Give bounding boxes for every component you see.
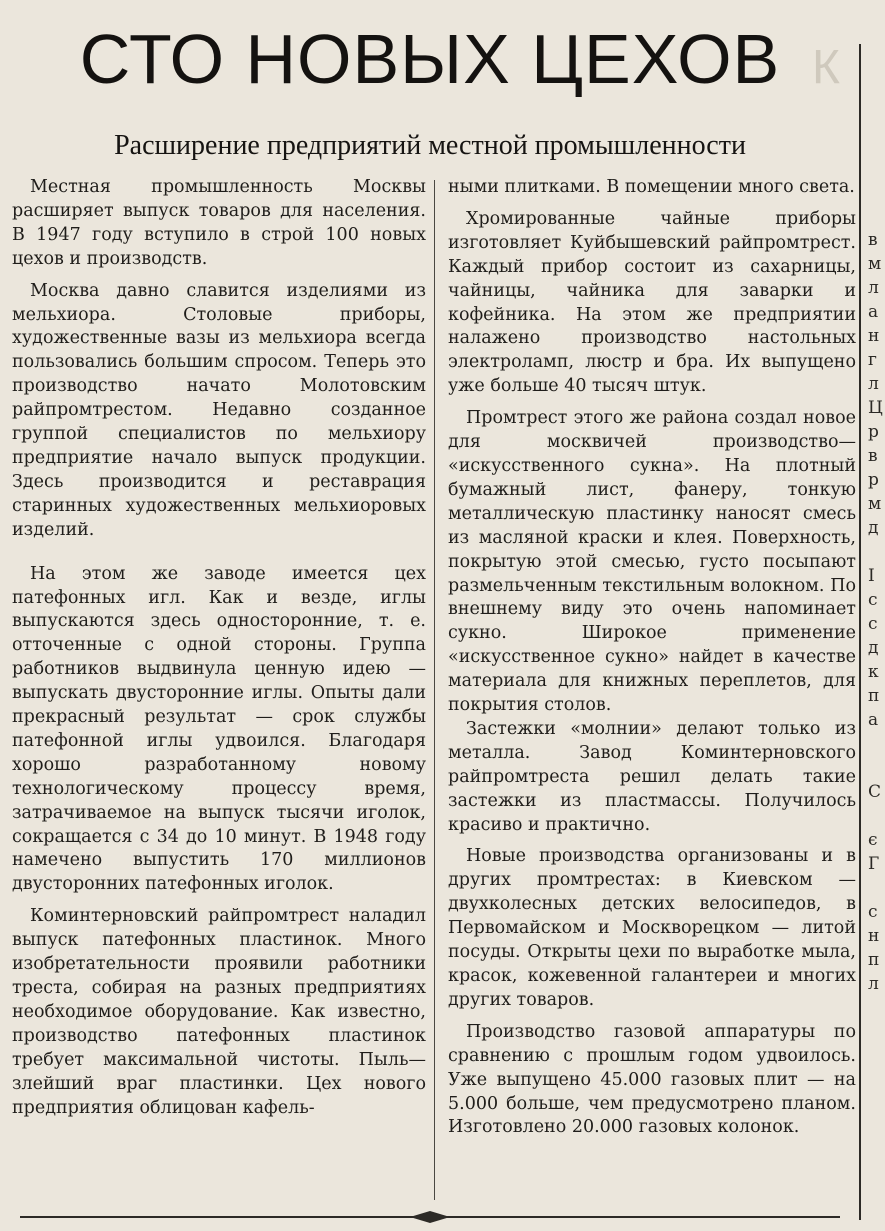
- edge-fragment: н: [868, 926, 880, 946]
- edge-fragment: д: [868, 518, 879, 538]
- edge-fragment: с: [868, 590, 878, 610]
- bottom-ornament-rule: [0, 1210, 860, 1224]
- edge-fragment: [868, 804, 885, 828]
- paragraph-continued: ными плитками. В помещении много света.: [448, 177, 855, 197]
- article-column-left: [12, 176, 426, 1120]
- paragraph: Промтрест этого же района создал новое для москвичей производство— «искусственного сукна». На плотный бумажный лист, фанеру, тонкую металлическую пластинку наносят смесь из масляной краски и клея. Поверхность, покрытую этой смесью, густо посыпают размельченным текстильным волокном. По внешнему виду это очень напоминает сукно. Широкое применение «искусственное сукно» найдет в качестве материала для книжных переплетов, для покрытия столов.: [448, 408, 856, 716]
- edge-fragment: [868, 732, 885, 756]
- paragraph: Москва давно славится изделиями из мельхиора. Столовые приборы, художественные вазы из мельхиора всегда пользовались большим спросом. Теперь это производство начато Молотовским райпромтрестом. Недавно созданное группой специалистов по мельхиору предприятие начало выпуск продукции. Здесь производится и реставрация старинных художественных мельхиоровых изделий.: [12, 280, 426, 540]
- edge-fragment: с: [868, 614, 878, 634]
- edge-fragment: Г: [868, 854, 880, 874]
- faded-masthead-fragment: К: [812, 41, 840, 94]
- edge-fragment: с: [868, 902, 878, 922]
- edge-fragment: р: [868, 470, 879, 490]
- edge-fragment: д: [868, 638, 879, 658]
- edge-fragment: [868, 876, 885, 900]
- edge-fragment: г: [868, 350, 877, 370]
- paragraph: Застежки «молнии» делают только из металла. Завод Коминтерновского райпромтреста решил делать такие застежки из пластмассы. Получилось красиво и практично.: [448, 718, 856, 835]
- column-divider: [434, 180, 435, 1200]
- edge-fragment: в: [868, 230, 878, 250]
- edge-fragment: в: [868, 446, 878, 466]
- subheadline: Расширение предприятий местной промышленности: [114, 130, 746, 161]
- edge-fragment: л: [868, 278, 879, 298]
- edge-fragment: [868, 540, 885, 564]
- paragraph: Новые производства организованы и в других промтрестах: в Киевском — двухколесных детских велосипедов, в Первомайском и Москворецком — литой посуды. Открыты цехи по выработке мыла, красок, кожевенной галантереи и многих других товаров.: [448, 846, 856, 1010]
- edge-fragment: л: [868, 974, 879, 994]
- edge-fragment: н: [868, 326, 880, 346]
- edge-fragment: С: [868, 782, 882, 802]
- edge-fragment: Ц: [868, 398, 883, 418]
- paragraph: Коминтерновский райпромтрест наладил выпуск патефонных пластинок. Много изобретательности проявили работники треста, собирая на разных предприятиях необходимое оборудование. Как известно, производство патефонных пластинок требует максимальной чистоты. Пыль— злейший враг пластинки. Цех нового предприятия облицован кафель-: [12, 906, 426, 1118]
- edge-fragment: п: [868, 686, 880, 706]
- edge-fragment: [868, 756, 885, 780]
- paragraph: Хромированные чайные приборы изготовляет Куйбышевский райпромтрест. Каждый прибор состоит из сахарницы, чайницы, чайника для заварки и кофейника. На этом же предприятии налажено производство настольных электроламп, люстр и бра. Их выпущено уже больше 40 тысяч штук.: [448, 208, 856, 397]
- ornament-diamond: [410, 1211, 450, 1223]
- paragraph: Местная промышленность Москвы расширяет выпуск товаров для населения. В 1947 году вступило в строй 100 новых цехов и производств.: [12, 177, 426, 269]
- paragraph: На этом же заводе имеется цех патефонных игл. Как и везде, иглы выпускаются здесь односторонние, т. е. отточенные с одной стороны. Группа работников выдвинула ценную идею — выпускать двусторонние иглы. Опыты дали прекрасный результат — срок службы патефонной иглы удвоился. Благодаря хорошо разработанному новому технологическому процессу время, затрачиваемое на выпуск тысячи иголок, сокращается с 34 до 10 минут. В 1948 году намечено выпустить 170 миллионов двусторонних патефонных иголок.: [12, 563, 426, 895]
- edge-fragment: р: [868, 422, 879, 442]
- edge-fragment: к: [868, 662, 879, 682]
- edge-fragment: є: [868, 830, 878, 850]
- cropped-adjacent-column: [868, 228, 885, 996]
- edge-fragment: м: [868, 494, 882, 514]
- column-divider-right: [859, 44, 861, 1220]
- article-column-middle: [448, 176, 856, 1140]
- edge-fragment: л: [868, 374, 879, 394]
- headline: СТО НОВЫХ ЦЕХОВ: [79, 20, 781, 98]
- edge-fragment: а: [868, 710, 879, 730]
- edge-fragment: п: [868, 950, 880, 970]
- paragraph: Производство газовой аппаратуры по сравнению с прошлым годом удвоилось. Уже выпущено 45.000 газовых плит — на 5.000 больше, чем предусмотрено планом. Изготовлено 20.000 газовых колонок.: [448, 1021, 856, 1138]
- edge-fragment: І: [868, 566, 875, 586]
- edge-fragment: а: [868, 302, 879, 322]
- edge-fragment: м: [868, 254, 882, 274]
